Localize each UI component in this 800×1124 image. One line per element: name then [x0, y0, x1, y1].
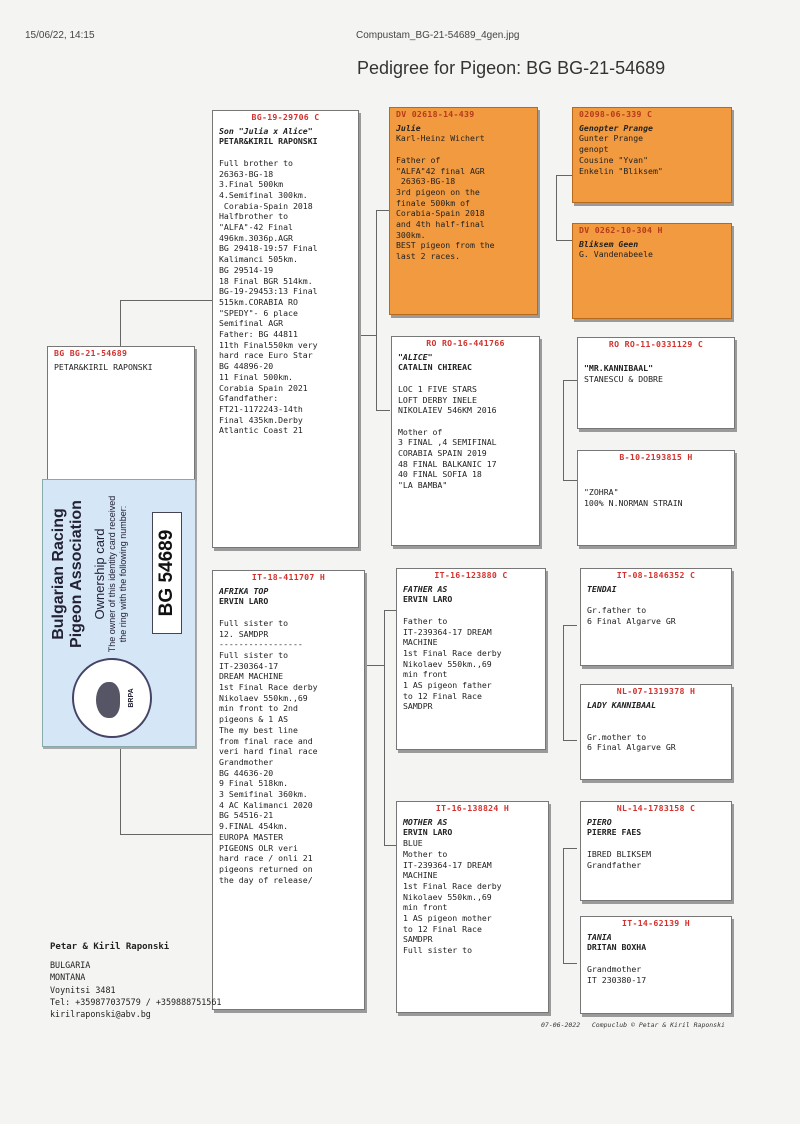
pedigree-line: Mother of — [398, 426, 443, 437]
pedigree-line: Semifinal AGR — [219, 318, 284, 329]
ring-number: NL-07-1319378 H — [616, 686, 696, 696]
pedigree-line: "ALFA"-42 Final — [219, 222, 293, 233]
connector-line — [120, 834, 212, 835]
association-name: Bulgarian Racing Pigeon Association — [50, 500, 85, 648]
pedigree-line: Final 435km.Derby — [219, 414, 303, 425]
ring-number: DV 02618-14-439 — [396, 109, 475, 119]
pedigree-line: hard race Euro Star — [219, 350, 313, 361]
pedigree-line: NIKOLAIEV 546KM 2016 — [398, 405, 497, 416]
owner-email: kirilraponski@abv.bg — [50, 1009, 151, 1020]
pedigree-line — [219, 607, 358, 618]
connector-line — [556, 175, 557, 240]
pedigree-line: DRITAN BOXHA — [587, 942, 647, 953]
pedigree-line: 100% N.NORMAN STRAIN — [584, 497, 683, 508]
pedigree-line: 3.Final 500km — [219, 179, 284, 190]
sss-card — [572, 107, 732, 203]
pedigree-line: "ALICE" — [398, 351, 433, 362]
ring-number: IT-14-62139 H — [622, 918, 690, 928]
pedigree-line: Bliksem Geen — [579, 238, 639, 249]
pedigree-line: BEST pigeon from the — [396, 240, 495, 251]
pedigree-line: finale 500km of — [396, 197, 470, 208]
pedigree-line: BG 29514-19 — [219, 264, 274, 275]
dss-card — [580, 568, 732, 666]
dam-card — [212, 570, 365, 1010]
pedigree-line: ERVIN LARO — [403, 594, 453, 605]
connector-line — [376, 210, 377, 410]
pedigree-line: The my best line — [219, 724, 298, 735]
pedigree-line: 3 FINAL ,4 SEMIFINAL — [398, 437, 497, 448]
connector-line — [384, 610, 396, 611]
pedigree-line: Grandmother — [587, 963, 642, 974]
owner-street: Voynitsi 3481 — [50, 984, 116, 995]
subject-pigeon-card — [47, 346, 195, 480]
connector-line — [556, 175, 572, 176]
connector-line — [376, 410, 390, 411]
pedigree-line: Enkelin "Bliksem" — [579, 165, 663, 176]
pedigree-line: ----------------- — [219, 639, 303, 650]
pedigree-line: IT 230380-17 — [587, 974, 647, 985]
pedigree-line: pigeons returned on — [219, 863, 313, 874]
connector-line — [358, 335, 376, 336]
pedigree-line: 3 Semifinal 360km. — [219, 789, 308, 800]
pedigree-line: Father: BG 44811 — [219, 329, 298, 340]
pedigree-line: Gunter Prange — [579, 133, 644, 144]
pedigree-line: Corabia Spain 2021 — [219, 382, 308, 393]
ring-number: IT-16-123880 C — [434, 570, 508, 580]
pedigree-line: Full sister to — [403, 945, 473, 956]
print-datetime: 15/06/22, 14:15 — [25, 30, 95, 41]
ring-number: RO RO-16-441766 — [426, 338, 505, 348]
pedigree-line — [587, 710, 725, 721]
connector-line — [563, 625, 564, 740]
ring-number: IT-16-138824 H — [435, 803, 510, 813]
pedigree-line: BG-19-29453:13 Final — [219, 286, 318, 297]
connector-line — [563, 848, 564, 963]
pedigree-line: 6 Final Algarve GR — [587, 742, 676, 753]
pedigree-line: veri hard final race — [219, 746, 318, 757]
pedigree-line — [587, 594, 725, 605]
pedigree-line: 11 Final 500km. — [219, 371, 293, 382]
pedigree-line: PETAR&KIRIL RAPONSKI — [54, 361, 153, 372]
pedigree-line: Corabia-Spain 2018 — [396, 208, 485, 219]
ring-number: BG 54689 — [152, 512, 182, 634]
connector-line — [120, 300, 212, 301]
pedigree-line: Full sister to — [219, 649, 289, 660]
pigeon-icon — [96, 682, 120, 718]
ring-number: IT-18-411707 H — [251, 572, 326, 582]
pedigree-line: 9.FINAL 454km. — [219, 821, 289, 832]
ownership-id-card — [42, 479, 196, 747]
pedigree-line: 40 FINAL SOFIA 18 — [398, 469, 482, 480]
sire-card — [212, 110, 359, 548]
pedigree-line: IT-239364-17 DREAM — [403, 859, 492, 870]
owner-country: BULGARIA — [50, 960, 91, 971]
pedigree-line: last 2 races. — [396, 251, 461, 262]
ownership-text: The owner of this identity card received the ring with the following number: — [107, 495, 128, 653]
pedigree-line: Father to — [403, 615, 448, 626]
pedigree-line: Nikolaev 550km.,69 — [403, 891, 492, 902]
pedigree-line: IT-230364-17 — [219, 660, 279, 671]
ownership-heading: Ownership card — [92, 528, 107, 620]
ring-number: IT-08-1846352 C — [616, 570, 696, 580]
pedigree-line: pigeons & 1 AS — [219, 714, 289, 725]
pedigree-line — [587, 721, 725, 732]
pedigree-line: genopt — [579, 144, 609, 155]
brpa-logo-icon — [72, 658, 152, 738]
pedigree-line: Full brother to — [219, 157, 293, 168]
print-filename: Compustam_BG-21-54689_4gen.jpg — [356, 30, 520, 41]
pedigree-line: BG 44896-20 — [219, 361, 274, 372]
pedigree-line: Halfbrother to — [219, 211, 289, 222]
pedigree-line: 11th Final550km very — [219, 339, 318, 350]
pedigree-line: "ZOHRA" — [584, 487, 619, 498]
ring-number: BG-19-29706 C — [251, 112, 320, 122]
pedigree-line: Julie — [396, 122, 421, 133]
ring-number: 02098-06-339 C — [579, 109, 653, 119]
pedigree-line: 9 Final 518km. — [219, 778, 289, 789]
connector-line — [364, 665, 384, 666]
pedigree-line: BG 54516-21 — [219, 810, 274, 821]
pedigree-line: SAMDPR — [403, 701, 433, 712]
sire-dam-card — [391, 336, 540, 546]
pedigree-line: MOTHER AS — [403, 816, 448, 827]
pedigree-line: Gr.father to — [587, 605, 647, 616]
pedigree-line: Corabia-Spain 2018 — [219, 200, 313, 211]
pedigree-line: ERVIN LARO — [219, 596, 269, 607]
pedigree-line: 1 AS pigeon mother — [403, 913, 492, 924]
dam-sire-card — [396, 568, 546, 750]
pedigree-line: Gr.mother to — [587, 731, 647, 742]
pedigree-line: FATHER AS — [403, 583, 448, 594]
pedigree-line: LOC 1 FIVE STARS — [398, 383, 477, 394]
pedigree-line: LOFT DERBY INELE — [398, 394, 477, 405]
pedigree-line: Nikolaev 550km.,69 — [219, 692, 308, 703]
pedigree-line — [398, 373, 533, 384]
pedigree-line: 18 Final BGR 514km. — [219, 275, 313, 286]
pedigree-line: PIGEONS OLR veri — [219, 842, 298, 853]
sds-card — [577, 337, 735, 429]
pedigree-line: Atlantic Coast 21 — [219, 425, 303, 436]
pedigree-line: to 12 Final Race — [403, 690, 482, 701]
connector-line — [563, 963, 577, 964]
pedigree-line: BG 44636-20 — [219, 767, 274, 778]
pedigree-line: PIERO — [587, 816, 612, 827]
pedigree-line: 26363-BG-18 — [219, 168, 274, 179]
pedigree-line — [403, 605, 539, 616]
ring-number: RO RO-11-0331129 C — [608, 339, 704, 349]
pedigree-line — [584, 476, 728, 487]
owner-phone: Tel: +359877037579 / +359888751561 — [50, 996, 222, 1007]
pedigree-line — [584, 466, 728, 477]
pedigree-line — [587, 838, 725, 849]
pedigree-line: Nikolaev 550km.,69 — [403, 658, 492, 669]
pedigree-line: "ALFA"42 final AGR — [396, 165, 485, 176]
pedigree-line: hard race / onli 21 — [219, 853, 313, 864]
pedigree-line: Karl-Heinz Wichert — [396, 133, 485, 144]
ssd-card — [572, 223, 732, 319]
pedigree-line: 496km.3036p.AGR — [219, 232, 293, 243]
pedigree-line: 1st Final Race derby — [403, 880, 502, 891]
pedigree-line: ERVIN LARO — [403, 827, 453, 838]
connector-line — [563, 480, 577, 481]
pedigree-line: MACHINE — [403, 637, 438, 648]
pedigree-line: Grandmother — [219, 756, 274, 767]
connector-line — [563, 625, 577, 626]
logo-text: BRPA — [128, 688, 135, 708]
pedigree-line: 1 AS pigeon father — [403, 680, 492, 691]
pedigree-line: Genopter Prange — [579, 122, 653, 133]
pedigree-line: "LA BAMBA" — [398, 480, 448, 491]
pedigree-line: 6 Final Algarve GR — [587, 615, 676, 626]
pedigree-line: DREAM MACHINE — [219, 671, 284, 682]
connector-line — [563, 380, 564, 480]
pedigree-line: 1st Final Race derby — [403, 647, 502, 658]
ring-number: NL-14-1783158 C — [616, 803, 696, 813]
pedigree-line: 300km. — [396, 229, 426, 240]
dsd-card — [580, 684, 732, 780]
pedigree-line: FT21-1172243-14th — [219, 403, 303, 414]
owner-name: Petar & Kiril Raponski — [50, 942, 170, 952]
pedigree-line — [219, 147, 352, 158]
pedigree-line: G. Vandenabeele — [579, 249, 653, 260]
pedigree-line: Full sister to — [219, 617, 289, 628]
pedigree-line: and 4th half-final — [396, 219, 485, 230]
connector-line — [384, 610, 385, 845]
pedigree-line — [396, 144, 531, 155]
pedigree-line: the day of release/ — [219, 874, 313, 885]
pedigree-line: Son "Julia x Alice" — [219, 125, 313, 136]
page-title: Pedigree for Pigeon: BG BG-21-54689 — [357, 58, 666, 78]
owner-address — [50, 941, 221, 1020]
connector-line — [563, 740, 577, 741]
pedigree-line: min front — [403, 669, 448, 680]
dds-card — [580, 801, 732, 901]
pedigree-line: BG 29418-19:57 Final — [219, 243, 318, 254]
pedigree-line: min front to 2nd — [219, 703, 298, 714]
pedigree-line: 4.Semifinal 300km. — [219, 189, 308, 200]
pedigree-line — [584, 353, 728, 364]
pedigree-line: min front — [403, 902, 448, 913]
pedigree-line: MACHINE — [403, 870, 438, 881]
pedigree-line: 12. SAMDPR — [219, 628, 269, 639]
sire-sire-card — [389, 107, 538, 315]
pedigree-line: 48 FINAL BALKANIC 17 — [398, 458, 497, 469]
pedigree-line: "SPEDY"- 6 place — [219, 307, 298, 318]
ddd-card — [580, 916, 732, 1014]
pedigree-line: CATALIN CHIREAC — [398, 362, 472, 373]
sdd-card — [577, 450, 735, 546]
ring-number: DV 0262-10-304 H — [579, 225, 663, 235]
pedigree-line: Kalimanci 505km. — [219, 254, 298, 265]
pedigree-line: EUROPA MASTER — [219, 831, 284, 842]
pedigree-line: PETAR&KIRIL RAPONSKI — [219, 136, 318, 147]
pedigree-line: Father of — [396, 154, 441, 165]
pedigree-line: 515km.CORABIA RO — [219, 296, 298, 307]
pedigree-line: 26363-BG-18 — [396, 176, 456, 187]
pedigree-line: Grandfather — [587, 859, 642, 870]
owner-city: MONTANA — [50, 972, 86, 983]
pedigree-line: 4 AC Kalimanci 2020 — [219, 799, 313, 810]
pedigree-line: 3rd pigeon on the — [396, 186, 480, 197]
pedigree-line: STANESCU & DOBRE — [584, 374, 663, 385]
pedigree-line: Mother to — [403, 848, 448, 859]
pedigree-line: "MR.KANNIBAAL" — [584, 363, 654, 374]
pedigree-line: LADY KANNIBAAL — [587, 699, 657, 710]
pedigree-line: BLUE — [403, 838, 423, 849]
connector-line — [376, 210, 390, 211]
ring-number: BG BG-21-54689 — [54, 348, 128, 358]
pedigree-line: to 12 Final Race — [403, 923, 482, 934]
ring-number: B-10-2193815 H — [619, 452, 693, 462]
connector-line — [120, 300, 121, 350]
pedigree-line: TANIA — [587, 931, 612, 942]
connector-line — [120, 745, 121, 835]
pedigree-line: IT-239364-17 DREAM — [403, 626, 492, 637]
pedigree-line: AFRIKA TOP — [219, 585, 269, 596]
connector-line — [384, 845, 396, 846]
pedigree-line: SAMDPR — [403, 934, 433, 945]
pedigree-line — [398, 416, 533, 427]
pedigree-line: CORABIA SPAIN 2019 — [398, 448, 487, 458]
connector-line — [556, 240, 572, 241]
pedigree-line: TENDAI — [587, 583, 617, 594]
connector-line — [563, 380, 577, 381]
pedigree-line: 1st Final Race derby — [219, 682, 318, 693]
connector-line — [563, 848, 577, 849]
pedigree-line — [587, 953, 725, 964]
pedigree-line: PIERRE FAES — [587, 827, 642, 838]
footer-credit: 07-06-2022 Compuclub © Petar & Kiril Raponski — [541, 1021, 725, 1029]
pedigree-line: Gfandfather: — [219, 393, 279, 404]
ownership-title — [92, 494, 129, 654]
pedigree-line: from final race and — [219, 735, 313, 746]
dam-dam-card — [396, 801, 549, 1013]
pedigree-line: Cousine "Yvan" — [579, 154, 649, 165]
pedigree-line: IBRED BLIKSEM — [587, 848, 652, 859]
